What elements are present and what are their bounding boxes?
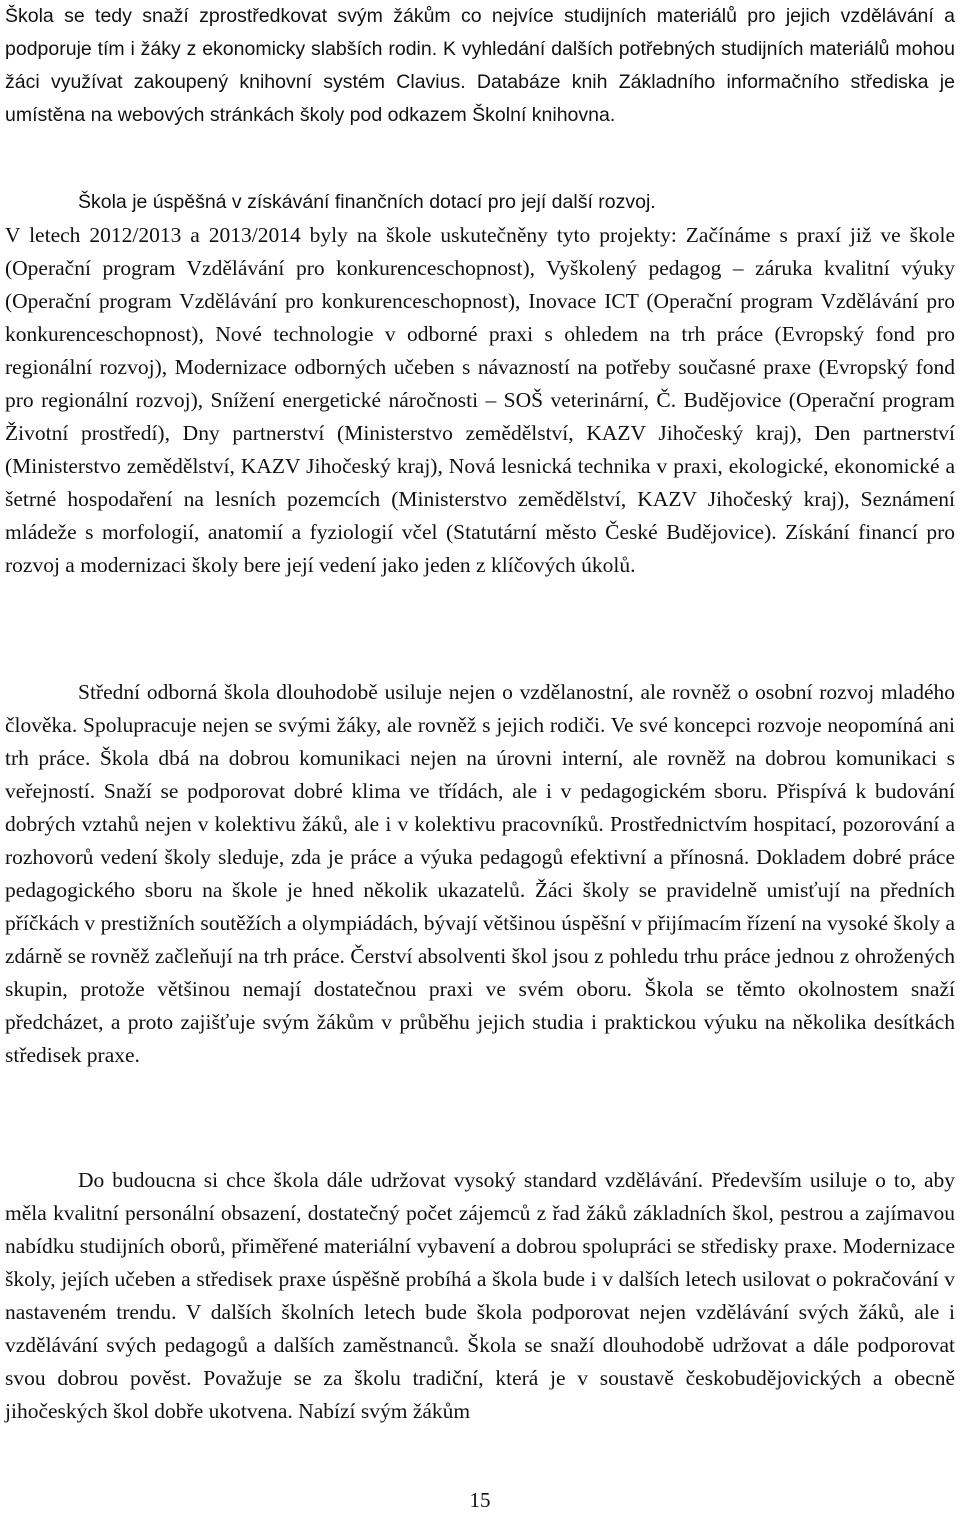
development-paragraph: Střední odborná škola dlouhodobě usiluje nejen o vzdělanostní, ale rovněž o osobní rozvoj mladého člověka. Spolupracuje nejen se svými žáky, ale rovněž s jejich rodiči. Ve své koncepci rozvoje neopomíná ani trh práce. Škola dbá na dobrou komunikaci nejen na úrovni interní, ale rovněž na dobrou komunikaci s veřejností. Snaží se podporovat dobré klima ve třídách, ale i v pedagogickém sboru. Přispívá k budování dobrých vztahů nejen v kolektivu žáků, ale i v kolektivu pracovníků. Prostřednictvím hospitací, pozorování a rozhovorů vedení školy sleduje, zda je práce a výuka pedagogů efektivní a přínosná. Dokladem dobré práce pedagogického sboru na škole je hned několik ukazatelů. Žáci školy se pravidelně umisťují na předních příčkách v prestižních soutěžích a olympiádách, bývají většinou úspěšní v přijímacím řízení na vysoké školy a zdárně se rovněž začleňují na trh práce. Čerství absolventi škol jsou z pohledu trhu práce jednou z ohrožených skupin, protože většinou nemají dostatečnou praxi ve svém oboru. Škola se těmto okolnostem snaží předcházet, a proto zajišťuje svým žákům v průběhu jejich studia i praktickou výuku na několika desítkách středisek praxe. — [5, 680, 955, 1067]
intro-paragraph: Škola se tedy snaží zprostředkovat svým žákům co nejvíce studijních materiálů pro jejich vzdělávání a podporuje tím i žáky z ekonomicky slabších rodin. K vyhledání dalších potřebných studijních materiálů mohou žáci využívat zakoupený knihovní systém Clavius. Databáze knih Základního informačního střediska je umístěna na webových stránkách školy pod odkazem Školní knihovna. — [5, 5, 955, 126]
projects-paragraph: V letech 2012/2013 a 2013/2014 byly na škole uskutečněny tyto projekty: Začínáme s praxí již ve škole (Operační program Vzdělávání pro konkurenceschopnost), Vyškolený pedagog – záruka kvalitní výuky (Operační program Vzdělávání pro konkurenceschopnost), Inovace ICT (Operační program Vzdělávání pro konkurenceschopnost), Nové technologie v odborné praxi s ohledem na trh práce (Evropský fond pro regionální rozvoj), Modernizace odborných učeben s návazností na potřeby současné praxe (Evropský fond pro regionální rozvoj), Snížení energetické náročnosti – SOŠ veterinární, Č. Budějovice (Operační program Životní prostředí), Dny partnerství (Ministerstvo zemědělství, KAZV Jihočeský kraj), Den partnerství (Ministerstvo zemědělství, KAZV Jihočeský kraj), Nová lesnická technika v praxi, ekologické, ekonomické a šetrné hospodaření na lesních pozemcích (Ministerstvo zemědělství, KAZV Jihočeský kraj), Seznámení mládeže s morfologií, anatomií a fyziologií včel (Statutární město České Budějovice). Získání financí pro rozvoj a modernizaci školy bere její vedení jako jeden z klíčových úkolů. — [5, 223, 955, 577]
projects-lead: Škola je úspěšná v získávání finančních dotací pro její další rozvoj. — [78, 191, 656, 213]
page-number: 15 — [469, 1488, 491, 1512]
future-paragraph: Do budoucna si chce škola dále udržovat vysoký standard vzdělávání. Především usiluje o to, aby měla kvalitní personální obsazení, dostatečný počet zájemců z řad žáků základních škol, pestrou a zajímavou nabídku studijních oborů, přiměřené materiální vybavení a dobrou spolupráci se středisky praxe. Modernizace školy, jejích učeben a středisek praxe úspěšně probíhá a škola bude i v dalších letech usilovat o pokračování v nastaveném trendu. V dalších školních letech bude škola podporovat nejen vzdělávání svých žáků, ale i vzdělávání svých pedagogů a dalších zaměstnanců. Škola se snaží dlouhodobě udržovat a dále podporovat svou dobrou pověst. Považuje se za školu tradiční, která je v soustavě českobudějovických a obecně jihočeských škol dobře ukotvena. Nabízí svým žákům — [5, 1168, 955, 1423]
